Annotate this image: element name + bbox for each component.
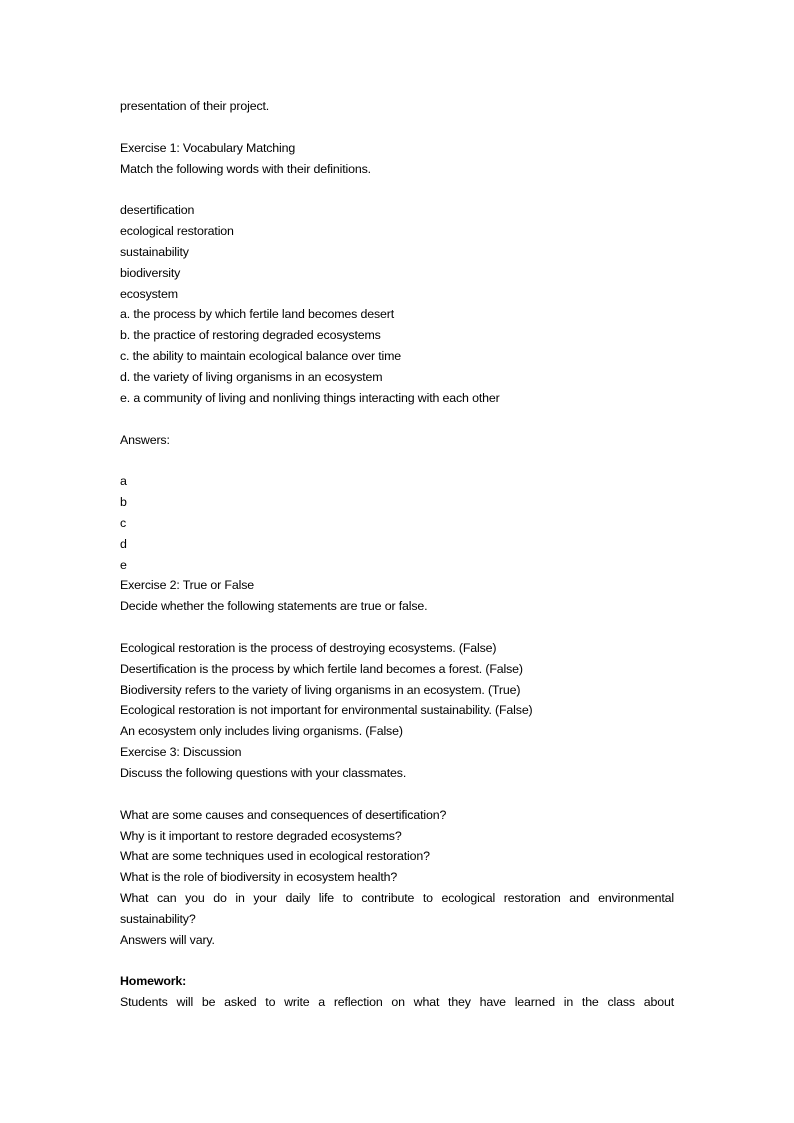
definition-d: d. the variety of living organisms in an ecosystem — [120, 369, 383, 384]
answers-label: Answers: — [120, 432, 170, 447]
discussion-question-4: What is the role of biodiversity in ecosystem health? — [120, 870, 398, 885]
intro-continuation: presentation of their project. — [120, 99, 270, 113]
spacer — [120, 784, 674, 805]
answer-2: b — [120, 495, 127, 510]
exercise1-instruction: Match the following words with their definitions. — [120, 161, 371, 176]
exercise3-instruction: Discuss the following questions with your classmates. — [120, 766, 407, 780]
tf-statement-3: Biodiversity refers to the variety of living organisms in an ecosystem. (True) — [120, 682, 521, 697]
discussion-question-1: What are some causes and consequences of desertification? — [120, 807, 447, 822]
spacer — [120, 617, 674, 638]
definition-c: c. the ability to maintain ecological balance over time — [120, 349, 402, 364]
exercise2-instruction: Decide whether the following statements are true or false. — [120, 599, 428, 614]
definition-a: a. the process by which fertile land becomes desert — [120, 307, 395, 322]
tf-statement-5: An ecosystem only includes living organisms. (False) — [120, 724, 403, 739]
exercise1-title: Exercise 1: Vocabulary Matching — [120, 140, 296, 155]
document-body — [120, 96, 674, 1013]
vocab-word-5: ecosystem — [120, 286, 178, 301]
answers-will-vary-note: Answers will vary. — [120, 932, 215, 947]
homework-text: Students will be asked to write a reflection on what they have learned in the class about — [120, 995, 674, 1010]
answer-3: c — [120, 515, 127, 530]
vocab-word-3: sustainability — [120, 244, 189, 259]
exercise2-title: Exercise 2: True or False — [120, 578, 254, 593]
discussion-question-5: What can you do in your daily life to contribute to ecological restoration and environmental sustainability? — [120, 891, 674, 926]
definition-b: b. the practice of restoring degraded ecosystems — [120, 328, 381, 343]
vocab-word-2: ecological restoration — [120, 224, 234, 239]
answer-5: e — [120, 557, 127, 572]
tf-statement-2: Desertification is the process by which fertile land becomes a forest. (False) — [120, 661, 523, 676]
tf-statement-4: Ecological restoration is not important for environmental sustainability. (False) — [120, 703, 533, 718]
exercise3-title: Exercise 3: Discussion — [120, 745, 242, 760]
vocab-word-1: desertification — [120, 203, 195, 218]
definition-e: e. a community of living and nonliving things interacting with each other — [120, 390, 500, 405]
spacer — [120, 450, 674, 471]
homework-heading: Homework: — [120, 974, 187, 989]
spacer — [120, 409, 674, 430]
spacer — [120, 117, 674, 138]
answer-4: d — [120, 536, 127, 551]
discussion-question-2: Why is it important to restore degraded ecosystems? — [120, 828, 402, 843]
answer-1: a — [120, 474, 127, 489]
tf-statement-1: Ecological restoration is the process of destroying ecosystems. (False) — [120, 640, 497, 655]
vocab-word-4: biodiversity — [120, 265, 181, 280]
spacer — [120, 179, 674, 200]
spacer — [120, 951, 674, 972]
discussion-question-3: What are some techniques used in ecological restoration? — [120, 849, 430, 864]
